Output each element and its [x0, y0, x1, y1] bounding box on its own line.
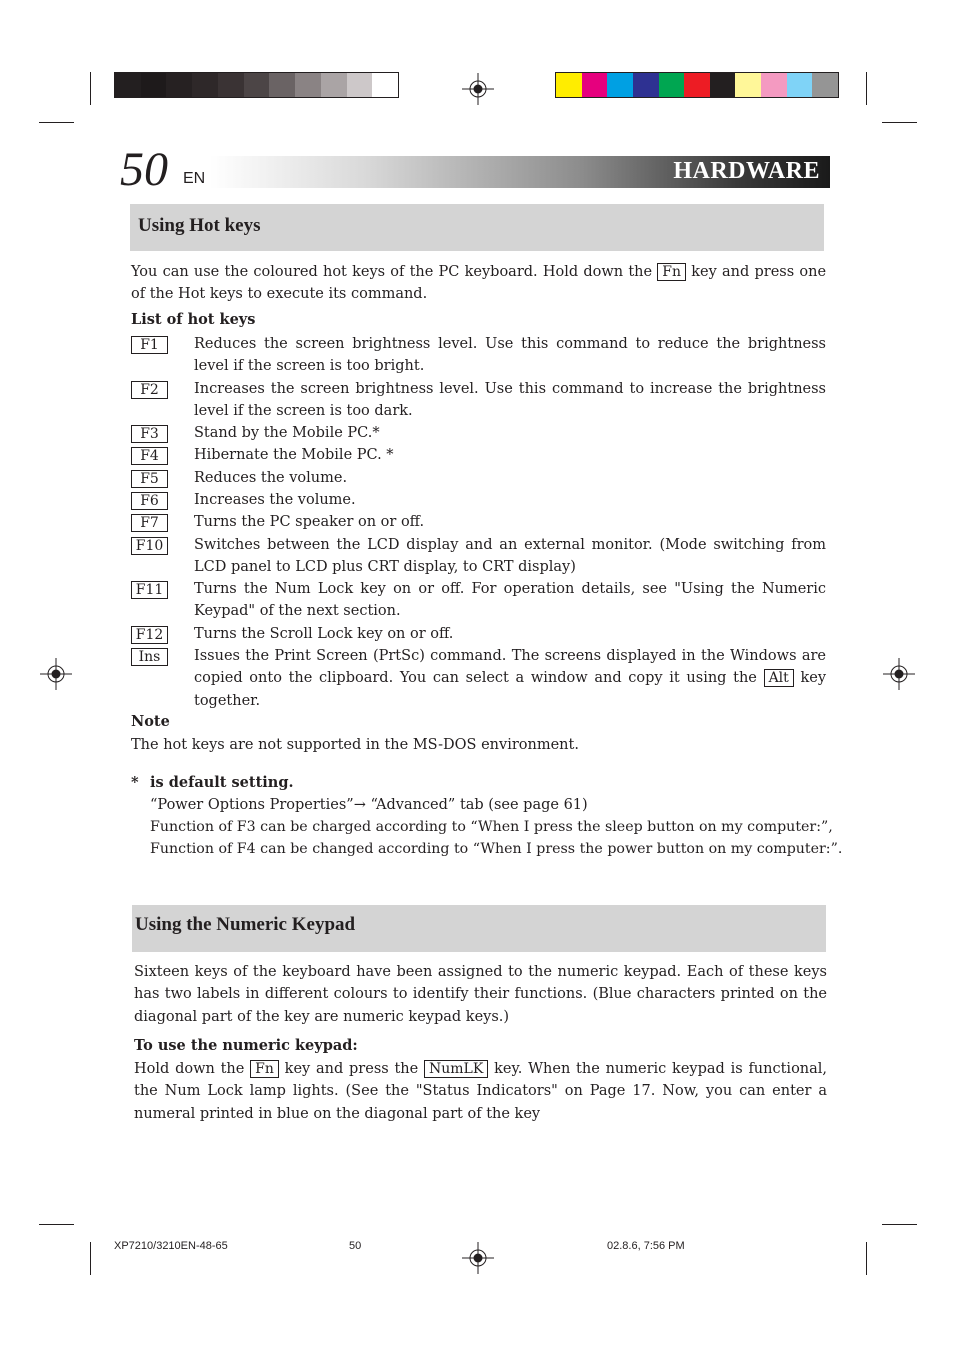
hotkey-desc: Stand by the Mobile PC.* — [194, 425, 380, 441]
grayscale-swatch — [347, 73, 373, 97]
crop-mark — [882, 1224, 917, 1225]
hotkey-label: F12 — [131, 626, 168, 644]
crop-mark — [39, 122, 74, 123]
header-bar — [210, 156, 830, 188]
crop-mark — [882, 122, 917, 123]
grayscale-swatch — [321, 73, 347, 97]
default-line: Function of F4 can be changed according to “When I press the power button on my computer:”. — [150, 841, 843, 857]
hotkey-label: F3 — [131, 425, 168, 443]
hotkey-label: F11 — [131, 581, 168, 599]
grayscale-swatch — [244, 73, 270, 97]
key-fn: Fn — [657, 263, 686, 281]
note-title: Note — [131, 713, 170, 730]
grayscale-bar — [114, 72, 399, 98]
hotkey-desc: Issues the Print Screen (PrtSc) command. The screens displayed in the Windows are copied onto the clipboard. You can select a window and copy it using the Alt key together. — [194, 648, 827, 709]
registration-mark-icon — [883, 658, 915, 690]
numpad-intro: Sixteen keys of the keyboard have been assigned to the numeric keypad. Each of these keys has two labels in different colours to identify their functions. (Blue characters printed on the diagonal part of the key are numeric keypad keys.) — [134, 964, 827, 1025]
hotkeys-intro: You can use the coloured hot keys of the PC keyboard. Hold down the Fn key and press one of the Hot keys to execute its command. — [131, 264, 827, 303]
color-bar — [555, 72, 839, 98]
registration-mark-icon — [40, 658, 72, 690]
registration-mark-icon — [462, 73, 494, 105]
grayscale-swatch — [372, 73, 398, 97]
color-swatch — [607, 73, 633, 97]
section-title-hotkeys: Using Hot keys — [138, 215, 261, 236]
chapter-title: HARDWARE — [673, 158, 820, 184]
grayscale-swatch — [141, 73, 167, 97]
color-swatch — [556, 73, 582, 97]
hotkey-desc: Turns the Scroll Lock key on or off. — [194, 626, 454, 642]
color-swatch — [735, 73, 761, 97]
color-swatch — [633, 73, 659, 97]
crop-mark — [90, 1242, 91, 1275]
key-fn: Fn — [250, 1060, 279, 1078]
color-swatch — [659, 73, 685, 97]
hotkey-desc: Increases the screen brightness level. Use this command to increase the brightness level if the screen is too dark. — [194, 381, 826, 420]
color-swatch — [684, 73, 710, 97]
color-swatch — [761, 73, 787, 97]
default-title: is default setting. — [150, 774, 294, 791]
page-language: EN — [183, 170, 206, 187]
hotkey-desc: Increases the volume. — [194, 492, 356, 508]
key-numlk: NumLK — [424, 1060, 488, 1078]
hotkeys-list-title: List of hot keys — [131, 311, 256, 328]
section-title-numpad: Using the Numeric Keypad — [135, 914, 356, 935]
hotkey-label: Ins — [131, 648, 168, 666]
hotkey-desc: Hibernate the Mobile PC. * — [194, 447, 394, 463]
hotkey-label: F5 — [131, 470, 168, 488]
footer-page: 50 — [349, 1240, 362, 1252]
color-swatch — [582, 73, 608, 97]
hotkey-desc: Reduces the screen brightness level. Use this command to reduce the brightness level if the screen is too bright. — [194, 336, 826, 375]
grayscale-swatch — [166, 73, 192, 97]
hotkey-desc: Reduces the volume. — [194, 470, 348, 486]
hotkey-label: F6 — [131, 492, 168, 510]
hotkey-label: F2 — [131, 381, 168, 399]
registration-mark-icon — [462, 1242, 494, 1274]
default-line: Function of F3 can be charged according to “When I press the sleep button on my computer:”, — [150, 819, 833, 835]
color-swatch — [812, 73, 838, 97]
crop-mark — [866, 72, 867, 105]
crop-mark — [866, 1242, 867, 1275]
hotkey-desc: Switches between the LCD display and an external monitor. (Mode switching from LCD panel to LCD plus CRT display, to CRT display) — [194, 537, 826, 576]
hotkey-label: F4 — [131, 447, 168, 465]
hotkey-label: F10 — [131, 537, 168, 555]
footer-file: XP7210/3210EN-48-65 — [114, 1240, 228, 1252]
page-number: 50 — [120, 143, 168, 196]
hotkey-desc: Turns the Num Lock key on or off. For operation details, see "Using the Numeric Keypad" of the next section. — [194, 581, 826, 620]
grayscale-swatch — [269, 73, 295, 97]
default-marker: * — [131, 774, 139, 791]
grayscale-swatch — [295, 73, 321, 97]
grayscale-swatch — [115, 73, 141, 97]
key-alt: Alt — [764, 669, 794, 687]
default-line: “Power Options Properties”→ “Advanced” tab (see page 61) — [150, 797, 588, 813]
hotkey-label: F7 — [131, 514, 168, 532]
crop-mark — [39, 1224, 74, 1225]
grayscale-swatch — [218, 73, 244, 97]
grayscale-swatch — [192, 73, 218, 97]
color-swatch — [787, 73, 813, 97]
numpad-use-title: To use the numeric keypad: — [134, 1037, 358, 1054]
color-swatch — [710, 73, 736, 97]
note-text: The hot keys are not supported in the MS-DOS environment. — [131, 737, 579, 753]
numpad-use-text: Hold down the Fn key and press the NumLK key. When the numeric keypad is functional, the Num Lock lamp lights. (See the "Status Indicators" on Page 17. Now, you can enter a numeral printed in blue on the diagonal part of the key — [134, 1061, 828, 1122]
crop-mark — [90, 72, 91, 105]
hotkey-label: F1 — [131, 336, 168, 354]
hotkey-desc: Turns the PC speaker on or off. — [194, 514, 425, 530]
footer-date: 02.8.6, 7:56 PM — [607, 1240, 685, 1252]
